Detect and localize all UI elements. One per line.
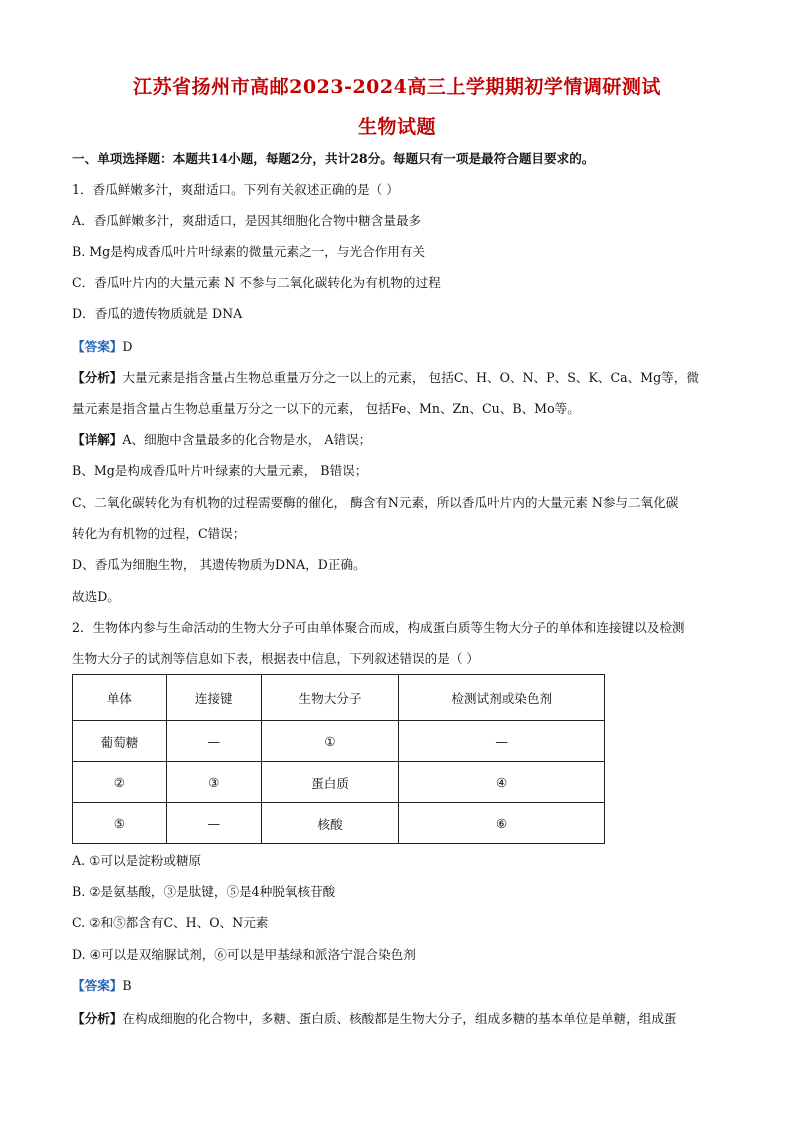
q1-option-c: C．香瓜叶片内的大量元素 N 不参与二氧化碳转化为有机物的过程 [72, 275, 441, 290]
table-cell: ④ [399, 762, 605, 803]
analysis-text: 在构成细胞的化合物中，多糖、蛋白质、核酸都是生物大分子，组成多糖的基本单位是单糖，组成蛋 [122, 1011, 677, 1026]
answer-tag: 【答案】 [72, 978, 123, 993]
table-cell: ① [261, 721, 399, 762]
table-cell: ② [73, 762, 167, 803]
answer-value: D [122, 339, 133, 354]
q1-detail-c1: C、二氧化碳转化为有机物的过程需要酶的催化， 酶含有N元素，所以香瓜叶片内的大量元素 N参与二氧化碳 [72, 495, 679, 510]
q1-option-d: D．香瓜的遗传物质就是 DNA [72, 306, 243, 321]
q1-analysis-line1 [72, 369, 732, 387]
q1-detail-d: D、香瓜为细胞生物， 其遗传物质为DNA，D正确。 [72, 557, 366, 572]
table-cell: 核酸 [261, 803, 399, 844]
q2-stem-line1: 2．生物体内参与生命活动的生物大分子可由单体聚合而成，构成蛋白质等生物大分子的单体和连接键以及检测 [72, 620, 685, 635]
q2-option-b: B. ②是氨基酸，③是肽键，⑤是4种脱氧核苷酸 [72, 884, 336, 899]
table-header-cell: 生物大分子 [261, 675, 399, 721]
analysis-tag: 【分析】 [72, 370, 123, 385]
q2-option-a: A. ①可以是淀粉或糖原 [72, 853, 202, 868]
q1-answer [72, 338, 732, 356]
table-row [73, 721, 605, 762]
table-cell: ③ [166, 762, 261, 803]
document-subtitle: 生物试题 [357, 116, 436, 138]
q1-option-a: A．香瓜鲜嫩多汁，爽甜适口，是因其细胞化合物中糖含量最多 [72, 213, 422, 228]
detail-text: A、细胞中含量最多的化合物是水， A错误； [122, 432, 372, 447]
table-header-cell: 检测试剂或染色剂 [399, 675, 605, 721]
q2-table [72, 674, 605, 844]
q1-detail-a [72, 431, 732, 449]
q2-answer [72, 977, 732, 995]
answer-tag: 【答案】 [72, 339, 123, 354]
table-header-row [73, 675, 605, 721]
table-cell: 蛋白质 [261, 762, 399, 803]
q1-detail-c2: 转化为有机物的过程，C错误； [72, 526, 246, 541]
q2-analysis-line1 [72, 1010, 732, 1028]
table-header-cell: 连接键 [166, 675, 261, 721]
q1-analysis-line2: 量元素是指含量占生物总重量万分之一以下的元素， 包括Fe、Mn、Zn、Cu、B、Mo等。 [72, 401, 580, 416]
analysis-tag: 【分析】 [72, 1011, 123, 1026]
table-cell: 葡萄糖 [73, 721, 167, 762]
table-row [73, 762, 605, 803]
q1-conclusion: 故选D。 [72, 589, 120, 604]
table-cell: — [166, 721, 261, 762]
document-title: 江苏省扬州市高邮2023-2024高三上学期期初学情调研测试 [133, 76, 661, 98]
q1-stem: 1．香瓜鲜嫩多汁，爽甜适口。下列有关叙述正确的是（ ） [72, 182, 399, 197]
table-cell: — [399, 721, 605, 762]
table-header-cell: 单体 [73, 675, 167, 721]
table-row [73, 803, 605, 844]
detail-tag: 【详解】 [72, 432, 123, 447]
answer-value: B [122, 978, 132, 993]
q2-stem-line2: 生物大分子的试剂等信息如下表，根据表中信息，下列叙述错误的是（ ） [72, 651, 480, 666]
q2-option-c: C. ②和⑤都含有C、H、O、N元素 [72, 915, 269, 930]
table-cell: ⑥ [399, 803, 605, 844]
q1-detail-b: B、Mg是构成香瓜叶片叶绿素的大量元素， B错误； [72, 463, 368, 478]
analysis-text: 大量元素是指含量占生物总重量万分之一以上的元素， 包括C、H、O、N、P、S、K、Ca、Mg等，微 [122, 370, 699, 385]
table-cell: ⑤ [73, 803, 167, 844]
section-heading: 一、单项选择题：本题共14小题，每题2分，共计28分。每题只有一项是最符合题目要求的。 [72, 151, 595, 166]
q2-option-d: D. ④可以是双缩脲试剂，⑥可以是甲基绿和派洛宁混合染色剂 [72, 947, 416, 962]
q1-option-b: B. Mg是构成香瓜叶片叶绿素的微量元素之一，与光合作用有关 [72, 244, 426, 259]
table-cell: — [166, 803, 261, 844]
